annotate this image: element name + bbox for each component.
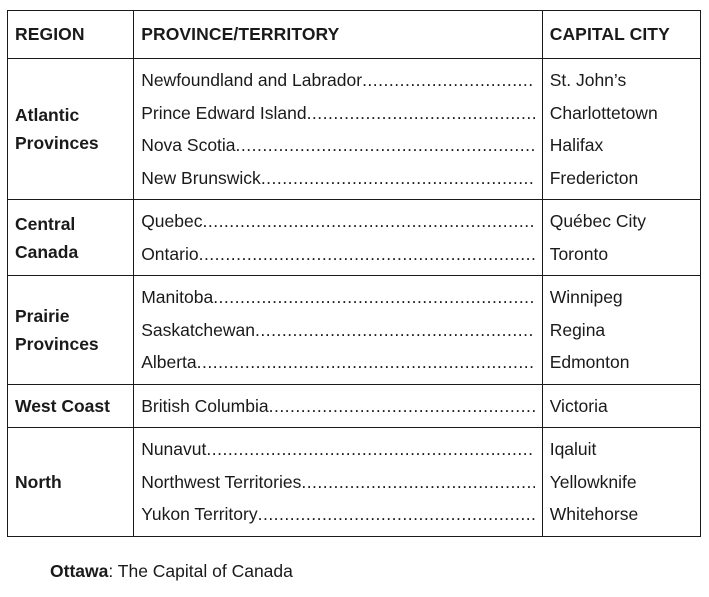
province-name: Manitoba — [141, 287, 214, 307]
dot-leader — [199, 238, 535, 271]
list-item — [141, 64, 535, 97]
capital-city: Halifax — [549, 135, 604, 155]
region-name-line: West Coast — [15, 395, 110, 416]
footnote-capital-name: Ottawa — [50, 561, 109, 581]
dot-leader — [261, 162, 535, 195]
table-row — [8, 59, 701, 200]
region-name-line: Provinces — [15, 333, 99, 354]
list-item — [141, 162, 535, 195]
capital-city: Edmonton — [549, 352, 630, 372]
province-name: Nunavut — [141, 439, 207, 459]
dot-leader — [307, 97, 535, 130]
region-name-line: Central — [15, 213, 76, 234]
list-item — [141, 314, 535, 347]
table-row — [8, 384, 701, 428]
capital-list-cell — [542, 59, 700, 200]
region-name-line: Atlantic — [15, 105, 80, 125]
capital-city: Fredericton — [549, 167, 639, 188]
header-region: REGION — [8, 11, 134, 59]
capital-city: St. John’s — [549, 70, 627, 90]
dot-leader — [255, 314, 535, 347]
dot-leader — [202, 205, 534, 238]
region-cell — [8, 428, 134, 537]
capital-city: Regina — [549, 319, 606, 340]
dot-leader — [258, 498, 535, 531]
province-list-cell — [134, 59, 543, 200]
table-row — [8, 428, 701, 537]
province-list-cell — [134, 200, 543, 276]
province-name: Saskatchewan — [141, 319, 256, 340]
capital-city: Victoria — [549, 395, 608, 416]
list-item — [141, 466, 535, 499]
capital-list-cell — [542, 384, 700, 428]
list-item — [141, 129, 535, 162]
dot-leader — [269, 390, 535, 423]
region-cell — [8, 384, 134, 428]
list-item — [141, 281, 535, 314]
regions-table — [7, 10, 701, 537]
list-item — [141, 97, 535, 130]
list-item — [141, 390, 535, 423]
dot-leader — [197, 346, 535, 379]
list-item — [141, 238, 535, 271]
province-name: Nova Scotia — [141, 135, 236, 155]
capital-city: Winnipeg — [549, 287, 623, 307]
region-name-line: Provinces — [15, 133, 99, 153]
dot-leader — [362, 64, 535, 97]
region-name-line: Canada — [15, 241, 79, 262]
header-capital-city: CAPITAL CITY — [542, 11, 700, 59]
list-item — [141, 433, 535, 466]
capital-city: Québec City — [549, 211, 646, 231]
region-cell — [8, 59, 134, 200]
list-item — [141, 346, 535, 379]
list-item — [141, 498, 535, 531]
dot-leader — [301, 466, 534, 499]
dot-leader — [236, 129, 535, 162]
province-name: New Brunswick — [141, 167, 261, 188]
capital-list-cell — [542, 200, 700, 276]
dot-leader — [206, 433, 534, 466]
header-row — [8, 11, 701, 59]
province-name: Quebec — [141, 211, 203, 231]
footnote — [50, 561, 293, 582]
province-list-cell — [134, 428, 543, 537]
table-row — [8, 276, 701, 385]
header-province-territory: PROVINCE/TERRITORY — [134, 11, 543, 59]
province-name: Northwest Territories — [141, 471, 302, 492]
province-list-cell — [134, 384, 543, 428]
province-name: Alberta — [141, 352, 197, 372]
capital-list-cell — [542, 428, 700, 537]
capital-city: Toronto — [549, 243, 609, 264]
region-name-line: Prairie — [15, 305, 70, 326]
province-name: Newfoundland and Labrador — [141, 70, 363, 90]
region-name-line: North — [15, 471, 62, 492]
region-cell — [8, 200, 134, 276]
capital-list-cell — [542, 276, 700, 385]
province-name: British Columbia — [141, 395, 269, 416]
province-name: Ontario — [141, 243, 199, 264]
capital-city: Whitehorse — [549, 504, 639, 524]
list-item — [141, 205, 535, 238]
capital-city: Yellowknife — [549, 471, 637, 492]
table-header — [8, 11, 701, 59]
dot-leader — [213, 281, 535, 314]
province-list-cell — [134, 276, 543, 385]
capital-city: Iqaluit — [549, 439, 597, 459]
province-name: Prince Edward Island — [141, 102, 307, 123]
table-row — [8, 200, 701, 276]
table-body — [8, 59, 701, 537]
capital-city: Charlottetown — [549, 102, 658, 123]
province-name: Yukon Territory — [141, 504, 258, 524]
region-cell — [8, 276, 134, 385]
footnote-text: : The Capital of Canada — [108, 561, 293, 581]
